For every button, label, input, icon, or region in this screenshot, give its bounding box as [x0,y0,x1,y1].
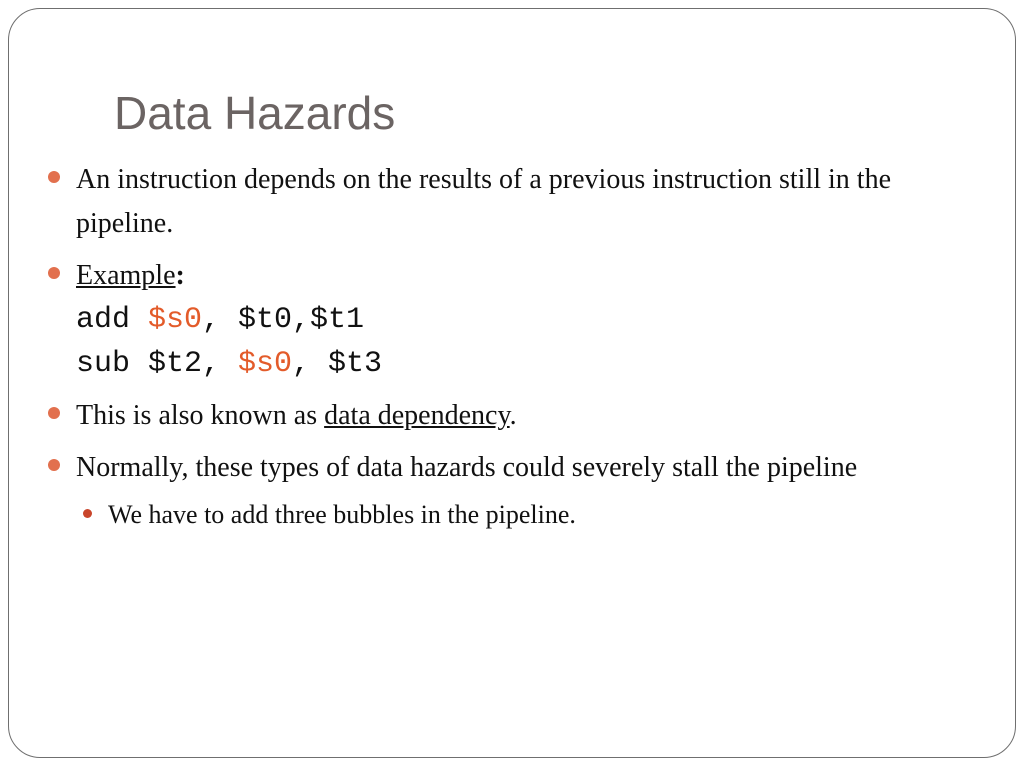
bullet-text: Normally, these types of data hazards could severely stall the pipeline [76,452,858,483]
sub-bullet-bubbles [46,496,976,534]
bullet-text-prefix: This is also known as [76,400,325,431]
bullet-dot-icon [48,459,60,471]
slide-title: Data Hazards [114,87,396,139]
sub-bullet-text: We have to add three bubbles in the pipeline. [108,500,576,529]
bullet-data-dependency [46,394,976,438]
bullet-dot-icon [48,267,60,279]
data-dependency-term: data dependency [324,400,510,431]
code-op: add [76,303,149,337]
bullet-stall-pipeline [46,446,976,490]
bullet-dot-icon [48,407,60,419]
code-register-highlight: $s0 [148,303,203,337]
bullet-text-suffix: . [509,400,517,431]
code-register-highlight: $s0 [238,347,293,381]
sub-bullet-dot-icon [83,509,92,518]
code-op: sub $t2, [76,347,239,381]
example-colon: : [175,260,185,291]
code-line-sub [76,342,976,386]
bullet-text: An instruction depends on the results of a previous instruction still in the pipeline. [76,164,891,239]
bullet-instruction-dependency [46,158,976,246]
slide-content [46,158,976,534]
code-rest: , $t0,$t1 [202,303,365,337]
example-label: Example [76,260,176,291]
bullet-example [46,254,976,386]
bullet-dot-icon [48,171,60,183]
code-rest: , $t3 [292,347,383,381]
code-line-add [76,298,976,342]
